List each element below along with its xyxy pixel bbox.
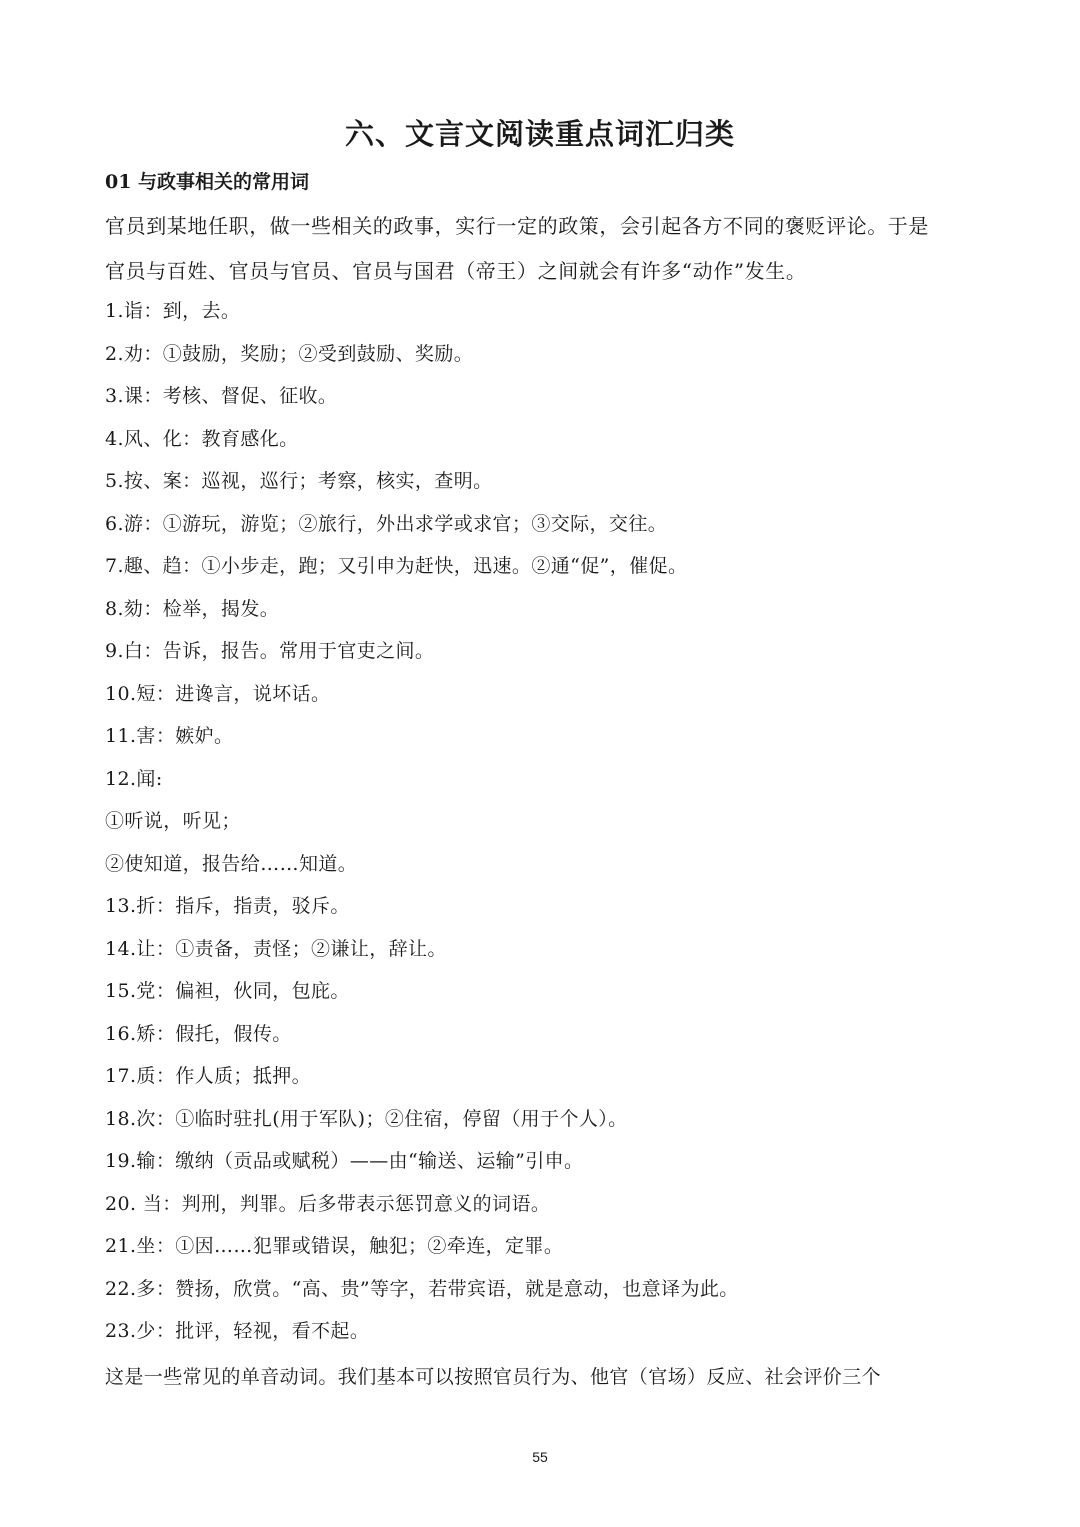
list-item: 5.按、案：巡视，巡行；考察，核实，查明。 bbox=[105, 470, 493, 492]
list-item: ①听说，听见； bbox=[105, 810, 241, 832]
page-title: 六、文言文阅读重点词汇归类 bbox=[344, 117, 735, 151]
intro-paragraph bbox=[105, 204, 985, 294]
list-item: 17.质：作人质；抵押。 bbox=[105, 1065, 312, 1087]
list-item: 10.短：进谗言，说坏话。 bbox=[105, 682, 331, 705]
list-item: 7.趣、趋：①小步走，跑；又引申为赶快，迅速。②通“促”，催促。 bbox=[105, 555, 688, 577]
list-item: 13.折：指斥，指责，驳斥。 bbox=[105, 895, 350, 917]
list-item: 3.课：考核、督促、征收。 bbox=[105, 385, 338, 407]
list-item: 1.诣：到，去。 bbox=[105, 300, 241, 322]
list-item: 9.白：告诉，报告。常用于官吏之间。 bbox=[105, 640, 435, 662]
intro-line: 官员与百姓、官员与官员、官员与国君（帝王）之间就会有许多“动作”发生。 bbox=[105, 259, 807, 283]
list-item: 12.闻: bbox=[105, 767, 163, 790]
list-item: 20. 当：判刑，判罪。后多带表示惩罚意义的词语。 bbox=[105, 1192, 551, 1215]
list-item: 8.劾：检举，揭发。 bbox=[105, 597, 280, 620]
list-item: 19.输：缴纳（贡品或赋税）——由“输送、运输”引申。 bbox=[105, 1150, 584, 1172]
list-item: 14.让：①责备，责怪；②谦让，辞让。 bbox=[105, 937, 447, 960]
list-item: 4.风、化：教育感化。 bbox=[105, 427, 299, 450]
list-item: 22.多：赞扬，欣赏。“高、贵”等字，若带宾语，就是意动，也意译为此。 bbox=[105, 1277, 739, 1300]
list-item: ②使知道，报告给……知道。 bbox=[105, 852, 358, 875]
list-item: 16.矫：假托，假传。 bbox=[105, 1022, 292, 1045]
section-heading: 01 与政事相关的常用词 bbox=[105, 171, 310, 193]
list-item: 11.害：嫉妒。 bbox=[105, 725, 234, 747]
list-item: 6.游：①游玩，游览；②旅行，外出求学或求官；③交际，交往。 bbox=[105, 512, 668, 535]
list-item: 23.少：批评，轻视，看不起。 bbox=[105, 1320, 370, 1342]
vocabulary-list bbox=[105, 290, 985, 1353]
page-number: 55 bbox=[532, 1449, 548, 1465]
closing-paragraph: 这是一些常见的单音动词。我们基本可以按照官员行为、他官（官场）反应、社会评价三个 bbox=[105, 1366, 882, 1388]
list-item: 18.次：①临时驻扎(用于军队)；②住宿，停留（用于个人）。 bbox=[105, 1107, 628, 1130]
list-item: 15.党：偏袒，伙同，包庇。 bbox=[105, 980, 350, 1002]
intro-line: 官员到某地任职，做一些相关的政事，实行一定的政策，会引起各方不同的褒贬评论。于是 bbox=[105, 214, 929, 238]
list-item: 21.坐：①因……犯罪或错误，触犯；②牵连，定罪。 bbox=[105, 1235, 564, 1257]
list-item: 2.劝：①鼓励，奖励；②受到鼓励、奖励。 bbox=[105, 342, 474, 365]
